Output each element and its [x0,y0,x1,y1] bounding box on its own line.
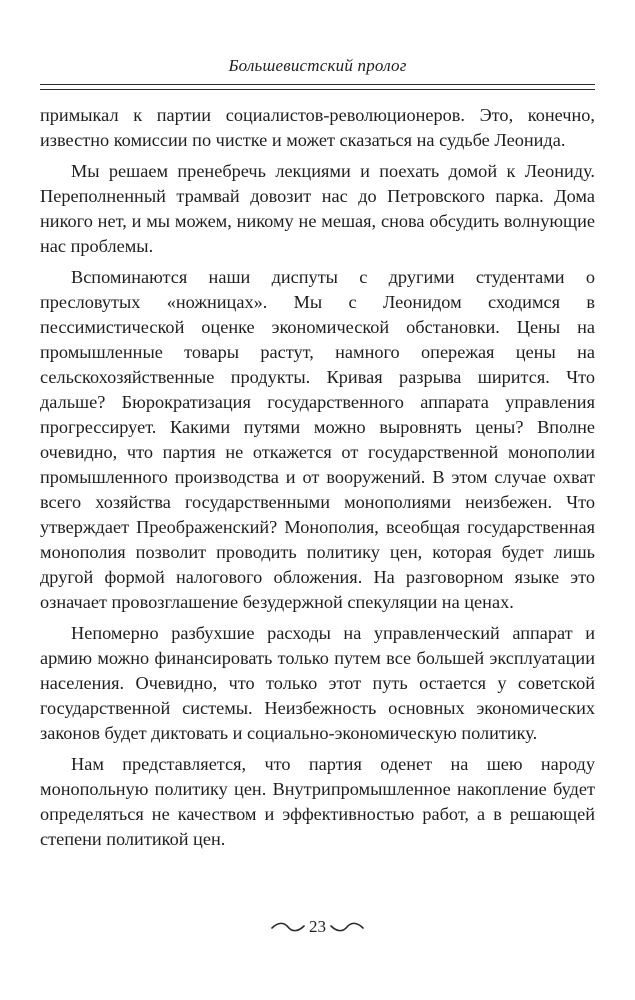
paragraph-1: примыкал к партии социалистов-революционеров. Это, конечно, известно комиссии по чистке и может сказаться на судьбе Леонида. [40,105,595,150]
right-swash-ornament [330,921,364,933]
paragraph-5: Нам представляется, что партия оденет на шею народу монопольную политику цен. Внутрипромышленное накопление будет определяться не качеством и эффективностью работ, а в решающей степени политикой цен. [40,754,595,849]
left-swash-ornament [271,921,305,933]
running-header: Большевистский пролог [228,56,407,75]
header-rule-top [40,84,595,85]
body-text [40,103,595,852]
page-footer [0,916,635,938]
header-rule-bottom [40,89,595,90]
paragraph-3: Вспоминаются наши диспуты с другими студентами о пресловутых «ножницах». Мы с Леонидом сходимся в пессимистической оценке экономической обстановки. Цены на промышленные товары растут, намного опережая цены на сельскохозяйственные продукты. Кривая разрыва ширится. Что дальше? Бюрократизация государственного аппарата управления прогрессирует. Какими путями можно выровнять цены? Вполне очевидно, что партия не откажется от государственной монополии промышленного производства и от вооружений. В этом случае охват всего хозяйства государственными монополиями неизбежен. Что утверждает Преображенский? Монополия, всеобщая государственная монополия позволит проводить политику цен, которая будет лишь другой формой налогового обложения. На разговорном языке это означает провозглашение безудержной спекуляции на ценах. [40,267,595,612]
paragraph-2: Мы решаем пренебречь лекциями и поехать домой к Леониду. Переполненный трамвай довозит нас до Петровского парка. Дома никого нет, и мы можем, никому не мешая, снова обсудить волнующие нас проблемы. [40,161,595,256]
paragraph-4: Непомерно разбухшие расходы на управленческий аппарат и армию можно финансировать только путем все большей эксплуатации населения. Очевидно, что только этот путь остается у советской государственной системы. Неизбежность основных экономических законов будет диктовать и социально-экономическую политику. [40,623,595,743]
page-number: 23 [309,917,326,936]
